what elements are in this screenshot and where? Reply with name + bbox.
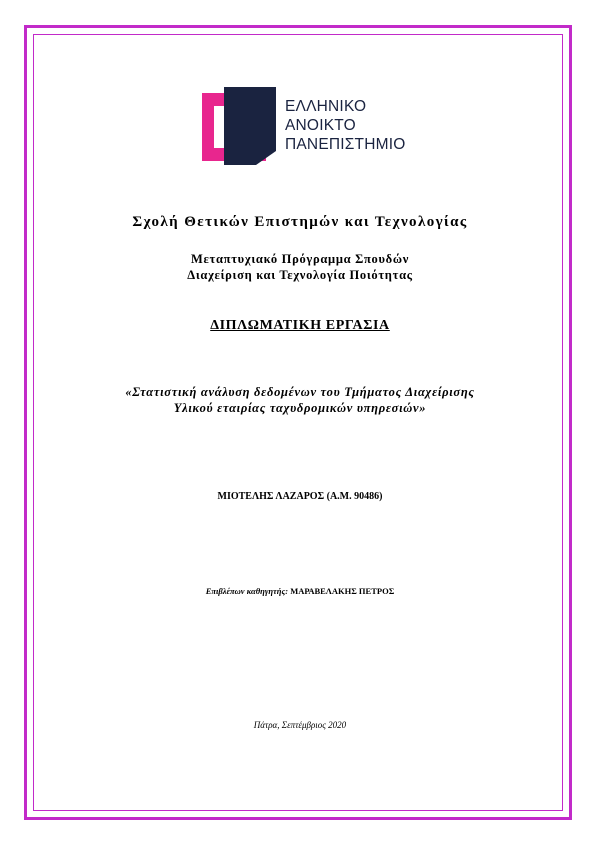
- supervisor-name: ΜΑΡΑΒΕΛΑΚΗΣ ΠΕΤΡΟΣ: [290, 586, 395, 596]
- author-name: ΜΙΟΤΕΛΗΣ ΛΑΖΑΡΟΣ (Α.Μ. 90486): [217, 491, 383, 502]
- logo-line-3: ΠΑΝΕΠΙΣΤΗΜΙΟ: [285, 136, 406, 153]
- supervisor-line: [0, 586, 600, 596]
- place-date: Πάτρα, Σεπτέμβριος 2020: [253, 720, 347, 730]
- thesis-title-line-1: «Στατιστική ανάλυση δεδομένων του Τμήματος Διαχείρισης: [125, 385, 475, 399]
- thesis-title-line-2: Υλικού εταιρίας ταχυδρομικών υπηρεσιών»: [173, 401, 427, 415]
- university-logo-text: [285, 97, 405, 154]
- logo-line-1: ΕΛΛΗΝΙΚΟ: [285, 98, 367, 115]
- logo-line-2: ΑΝΟΙΚΤΟ: [285, 117, 356, 134]
- program-name: Μεταπτυχιακό Πρόγραμμα Σπουδών: [191, 252, 409, 266]
- university-logo: [200, 85, 410, 165]
- university-logo-mark: [200, 85, 278, 165]
- program-subject: Διαχείριση και Τεχνολογία Ποιότητας: [187, 268, 413, 282]
- thesis-type-heading: ΔΙΠΛΩΜΑΤΙΚΗ ΕΡΓΑΣΙΑ: [210, 318, 390, 333]
- school-name: Σχολή Θετικών Επιστημών και Τεχνολογίας: [132, 214, 468, 230]
- supervisor-label: Επιβλέπων καθηγητής:: [205, 586, 289, 596]
